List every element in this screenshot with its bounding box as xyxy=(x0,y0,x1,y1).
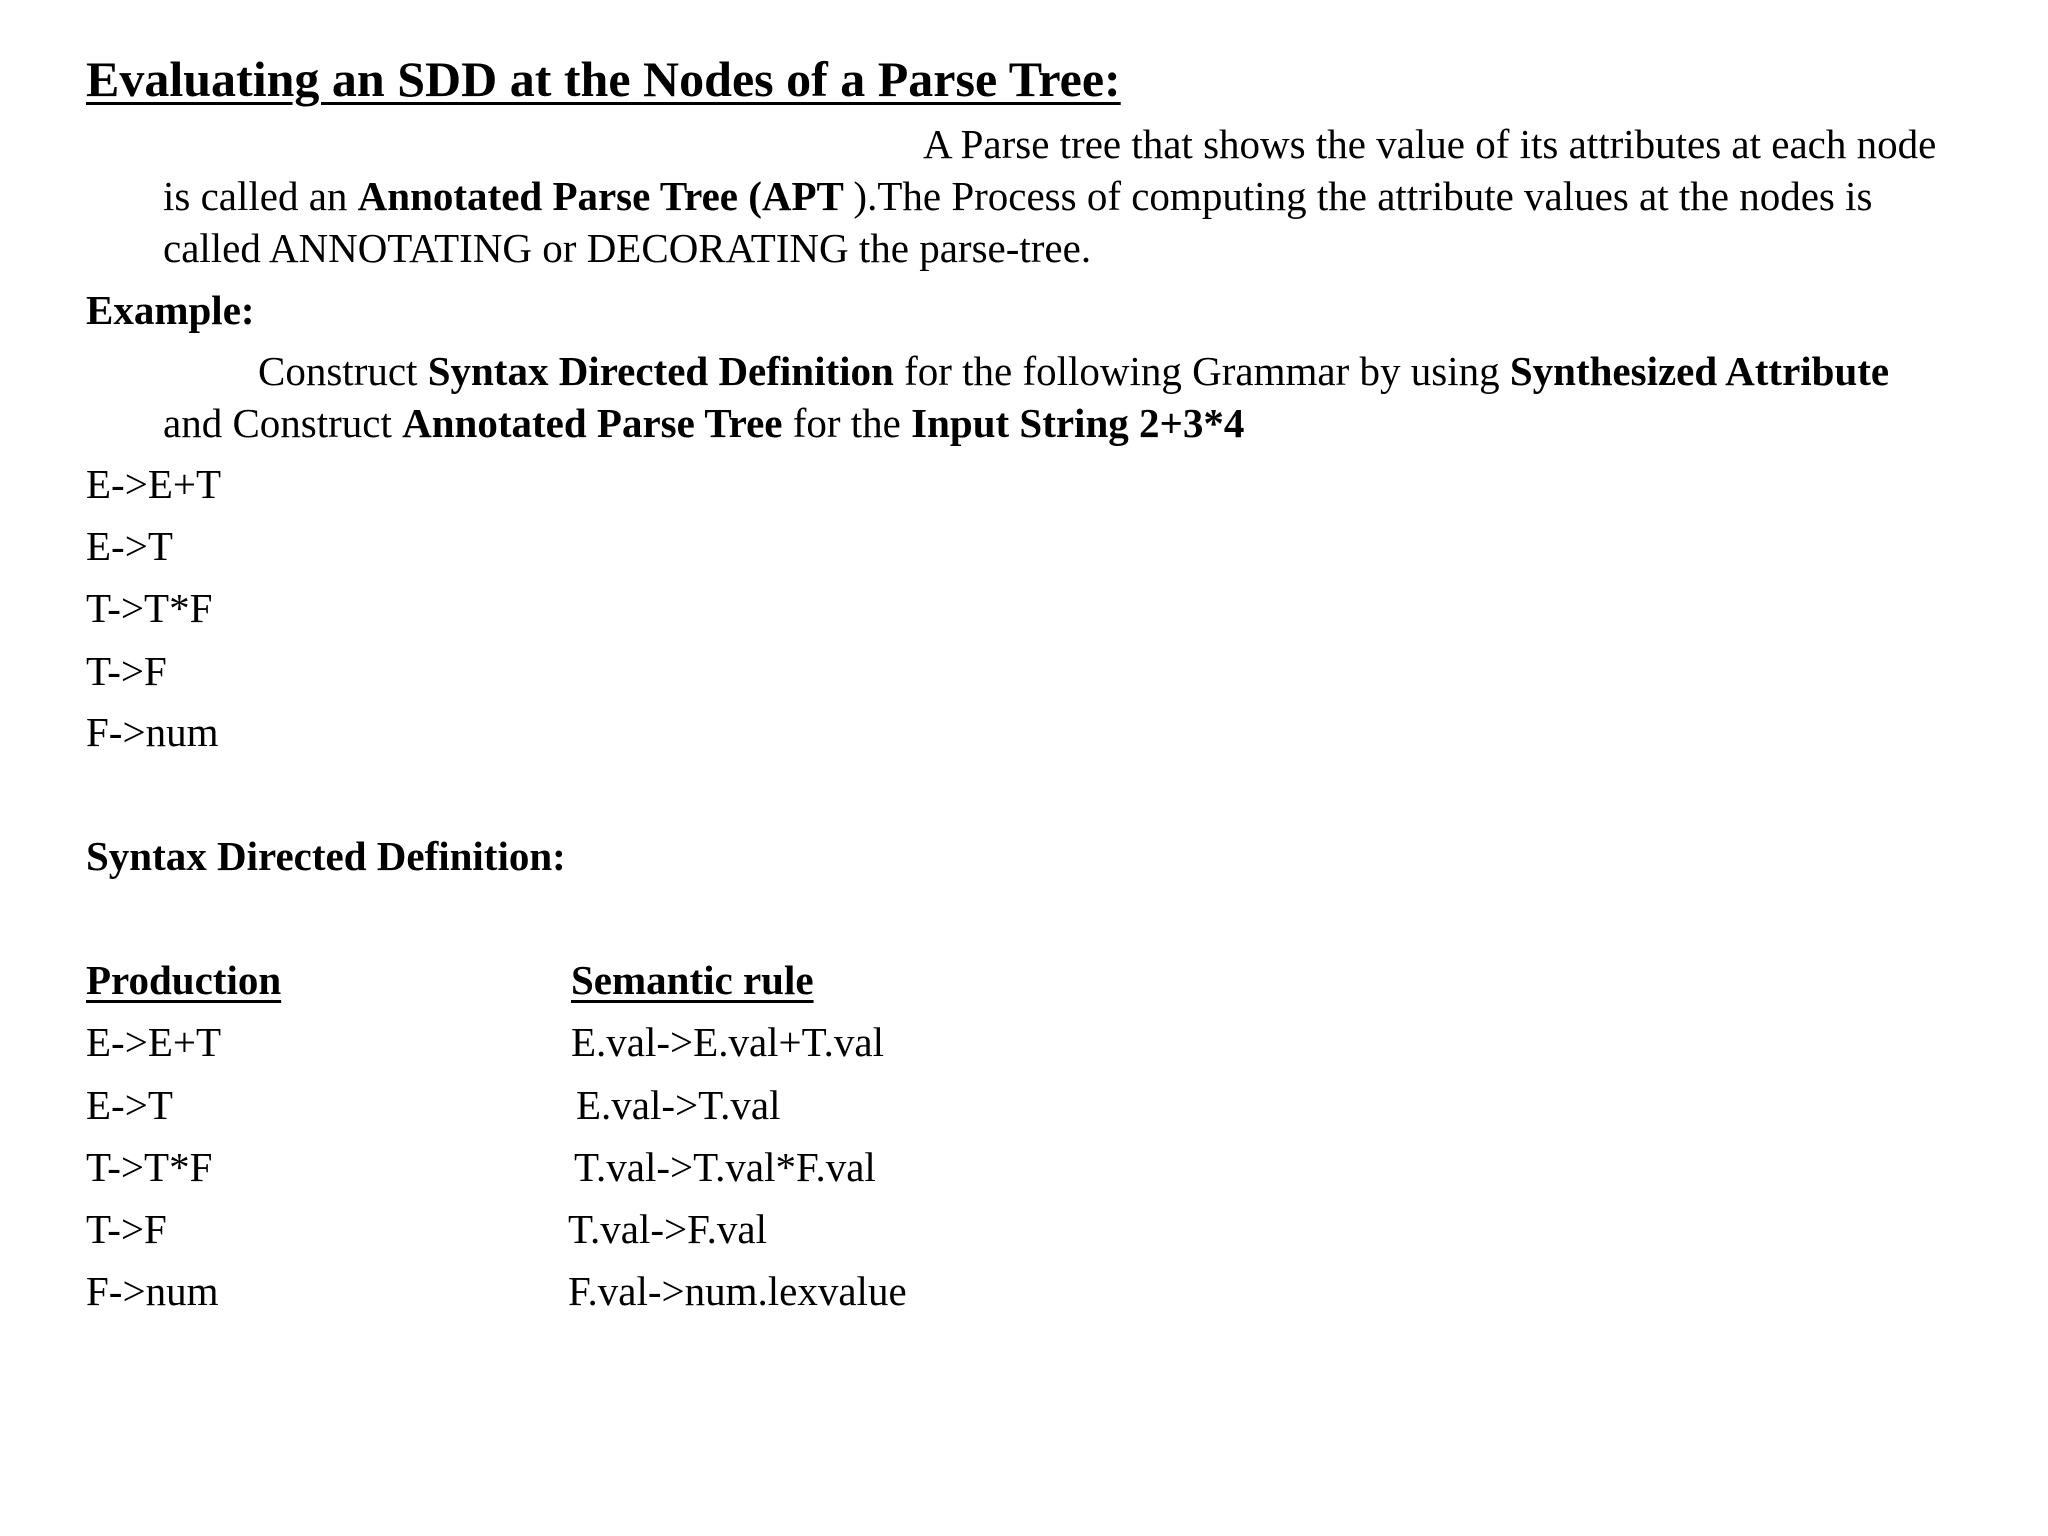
grammar-production: F->num xyxy=(86,709,219,755)
production-cell: E->T xyxy=(86,1082,173,1128)
production-column-header: Production xyxy=(86,957,282,1003)
input-string: Input String 2+3*4 xyxy=(911,400,1245,446)
example-line-2 xyxy=(163,397,1244,449)
semantic-rule-cell: T.val->F.val xyxy=(568,1206,767,1252)
semantic-rule-cell: E.val->E.val+T.val xyxy=(571,1019,885,1065)
example-heading: Example: xyxy=(86,287,255,333)
apt-term: Annotated Parse Tree (APT xyxy=(357,173,854,219)
intro-line-1: A Parse tree that shows the value of its attributes at each node xyxy=(923,121,1937,167)
production-cell: T->F xyxy=(86,1206,167,1252)
example-line-1-a: Construct xyxy=(258,348,428,394)
production-cell: T->T*F xyxy=(86,1144,213,1190)
intro-line-2 xyxy=(163,170,1872,222)
intro-line-2-post: ).The Process of computing the attribute values at the nodes is xyxy=(853,173,1873,219)
intro-line-3: called ANNOTATING or DECORATING the parse-tree. xyxy=(163,225,1092,271)
grammar-production: T->T*F xyxy=(86,585,213,631)
grammar-production: E->T xyxy=(86,523,173,569)
example-line-2-a: and Construct xyxy=(163,400,403,446)
page-title: Evaluating an SDD at the Nodes of a Parse Tree: xyxy=(86,51,1121,107)
grammar-production: T->F xyxy=(86,648,167,694)
example-line-2-c: for the xyxy=(782,400,912,446)
semantic-rule-cell: E.val->T.val xyxy=(576,1082,781,1128)
intro-line-2-pre: is called an xyxy=(163,173,358,219)
semantic-rule-column-header: Semantic rule xyxy=(571,957,814,1003)
sdd-heading: Syntax Directed Definition: xyxy=(86,833,566,879)
sdd-term: Syntax Directed Definition xyxy=(427,348,894,394)
production-cell: E->E+T xyxy=(86,1019,222,1065)
production-cell: F->num xyxy=(86,1268,219,1314)
semantic-rule-cell: T.val->T.val*F.val xyxy=(574,1144,876,1190)
synthesized-attribute-term: Synthesized Attribute xyxy=(1509,348,1890,394)
example-line-1 xyxy=(258,345,1889,397)
grammar-production: E->E+T xyxy=(86,461,222,507)
annotated-parse-tree-term: Annotated Parse Tree xyxy=(402,400,783,446)
semantic-rule-cell: F.val->num.lexvalue xyxy=(568,1268,907,1314)
example-line-1-c: for the following Grammar by using xyxy=(893,348,1510,394)
